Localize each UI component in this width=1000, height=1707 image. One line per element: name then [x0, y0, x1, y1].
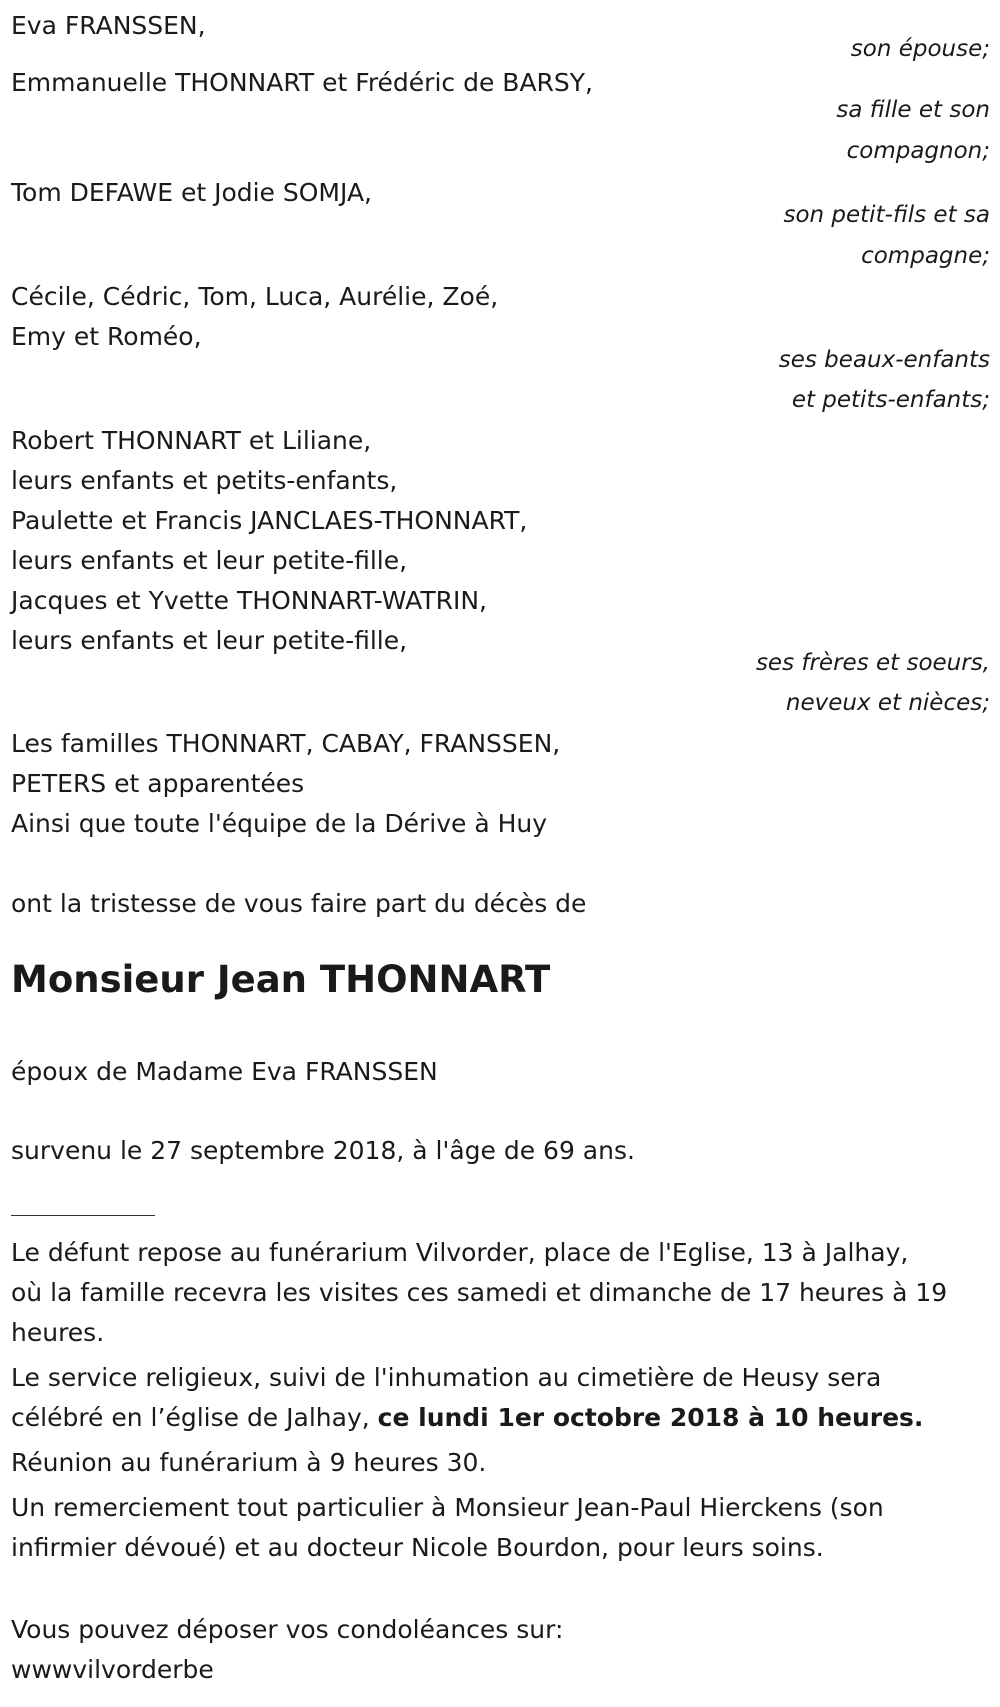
- condolences-label: Vous pouvez déposer vos condoléances sur:: [11, 1615, 564, 1644]
- families-line-3: Ainsi que toute l'équipe de la Dérive à Huy: [11, 809, 548, 838]
- families-line-2: PETERS et apparentées: [11, 769, 305, 798]
- meeting-info: Réunion au funérarium à 9 heures 30.: [11, 1448, 487, 1477]
- stepchildren-line-1: Cécile, Cédric, Tom, Luca, Aurélie, Zoé,: [11, 282, 499, 311]
- grandson-role-line-1: son petit-fils et sa: [783, 202, 990, 228]
- repose-line-1: Le défunt repose au funérarium Vilvorder, place de l'Eglise, 13 à Jalhay,: [11, 1238, 909, 1267]
- spouse-name: Eva FRANSSEN,: [11, 11, 206, 40]
- siblings-role-line-2: neveux et nièces;: [785, 690, 990, 716]
- daughter-role-line-2: compagnon;: [846, 138, 990, 164]
- service-line-1: Le service religieux, suivi de l'inhumation au cimetière de Heusy sera: [11, 1363, 882, 1392]
- siblings-line-6: leurs enfants et leur petite-fille,: [11, 626, 408, 655]
- stepchildren-line-2: Emy et Roméo,: [11, 322, 202, 351]
- stepchildren-role-line-2: et petits-enfants;: [791, 387, 990, 413]
- daughter-name: Emmanuelle THONNART et Frédéric de BARSY,: [11, 68, 594, 97]
- spouse-role: son épouse;: [850, 36, 990, 62]
- grandson-role-line-2: compagne;: [861, 243, 990, 269]
- siblings-line-5: Jacques et Yvette THONNART-WATRIN,: [11, 586, 487, 615]
- thanks-line-2: infirmier dévoué) et au docteur Nicole Bourdon, pour leurs soins.: [11, 1533, 824, 1562]
- condolences-site: wwwvilvorderbe: [11, 1655, 214, 1684]
- stepchildren-role-line-1: ses beaux-enfants: [778, 347, 990, 373]
- announcement-intro: ont la tristesse de vous faire part du décès de: [11, 889, 587, 918]
- siblings-line-4: leurs enfants et leur petite-fille,: [11, 546, 408, 575]
- service-line-2-prefix: célébré en l’église de Jalhay,: [11, 1403, 370, 1432]
- grandson-name: Tom DEFAWE et Jodie SOMJA,: [11, 178, 372, 207]
- repose-line-2: où la famille recevra les visites ces samedi et dimanche de 17 heures à 19: [11, 1278, 948, 1307]
- separator-line: [11, 1215, 155, 1216]
- service-line-2: [11, 1399, 923, 1436]
- service-date-highlight: ce lundi 1er octobre 2018 à 10 heures.: [377, 1403, 924, 1432]
- siblings-line-3: Paulette et Francis JANCLAES-THONNART,: [11, 506, 528, 535]
- spouse-of: époux de Madame Eva FRANSSEN: [11, 1057, 438, 1086]
- families-line-1: Les familles THONNART, CABAY, FRANSSEN,: [11, 729, 561, 758]
- death-info: survenu le 27 septembre 2018, à l'âge de 69 ans.: [11, 1136, 635, 1165]
- daughter-role-line-1: sa fille et son: [836, 97, 990, 123]
- thanks-line-1: Un remerciement tout particulier à Monsieur Jean-Paul Hierckens (son: [11, 1493, 884, 1522]
- siblings-role-line-1: ses frères et soeurs,: [755, 650, 990, 676]
- repose-line-3: heures.: [11, 1318, 105, 1347]
- siblings-line-1: Robert THONNART et Liliane,: [11, 426, 372, 455]
- siblings-line-2: leurs enfants et petits-enfants,: [11, 466, 398, 495]
- deceased-name: Monsieur Jean THONNART: [11, 958, 551, 1001]
